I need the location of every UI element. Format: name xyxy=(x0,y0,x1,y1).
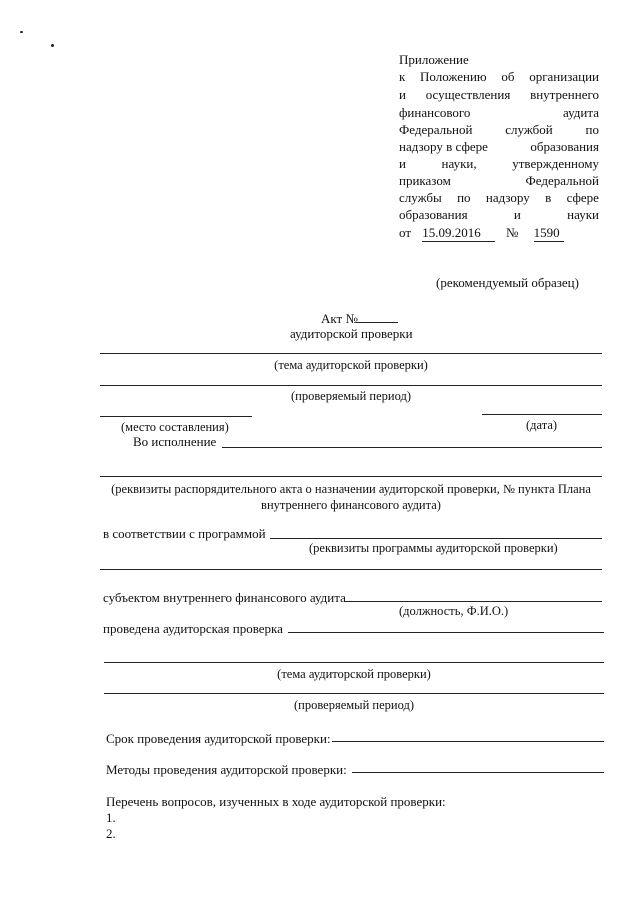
appendix-line: и осуществления внутреннего xyxy=(399,87,599,102)
program-caption: (реквизиты программы аудиторской проверки) xyxy=(309,541,558,555)
topic-field-1[interactable] xyxy=(100,353,602,354)
execution-field-2[interactable] xyxy=(100,476,602,477)
question-item: 1. xyxy=(106,810,116,825)
program-field[interactable] xyxy=(270,538,602,539)
period-caption-1: (проверяемый период) xyxy=(291,389,411,403)
scan-mark xyxy=(20,31,23,33)
question-item: 2. xyxy=(106,826,116,841)
sample-note: (рекомендуемый образец) xyxy=(436,275,579,290)
appendix-line: к Положению об организации xyxy=(399,69,599,84)
period-field-2[interactable] xyxy=(104,693,604,694)
execution-field[interactable] xyxy=(222,447,602,448)
appendix-number: 1590 xyxy=(534,225,564,242)
methods-label: Методы проведения аудиторской проверки: xyxy=(106,762,347,777)
subject-label: субъектом внутреннего финансового аудита xyxy=(103,590,346,605)
questions-label: Перечень вопросов, изученных в ходе аудиторской проверки: xyxy=(106,794,446,809)
conducted-label: проведена аудиторская проверка xyxy=(103,621,283,636)
appendix-line: образования и науки xyxy=(399,207,599,222)
appendix-line: приказом Федеральной xyxy=(399,173,599,188)
date-caption: (дата) xyxy=(526,418,558,432)
number-sign: № xyxy=(506,225,519,240)
subject-field[interactable] xyxy=(345,601,602,602)
appendix-title: Приложение xyxy=(399,52,469,67)
term-label: Срок проведения аудиторской проверки: xyxy=(106,731,331,746)
appendix-date-line: от 15.09.2016 № 1590 xyxy=(399,225,564,242)
topic-caption-2: (тема аудиторской проверки) xyxy=(277,667,431,681)
topic-caption-1: (тема аудиторской проверки) xyxy=(274,358,428,372)
position-caption: (должность, Ф.И.О.) xyxy=(399,604,509,618)
period-caption-2: (проверяемый период) xyxy=(294,698,414,712)
program-field-2[interactable] xyxy=(100,569,602,570)
topic-field-2[interactable] xyxy=(104,662,604,663)
conducted-field[interactable] xyxy=(288,632,604,633)
appendix-line: финансового аудита xyxy=(399,105,599,120)
act-number-label: Акт № xyxy=(321,311,358,326)
act-number-field[interactable] xyxy=(356,322,398,323)
appendix-line: службы по надзору в сфере xyxy=(399,190,599,205)
period-field-1[interactable] xyxy=(100,385,602,386)
act-subtitle: аудиторской проверки xyxy=(290,326,413,341)
execution-label: Во исполнение xyxy=(133,434,217,449)
methods-field[interactable] xyxy=(352,772,604,773)
place-caption: (место составления) xyxy=(121,420,229,434)
appendix-line: и науки, утвержденному xyxy=(399,156,599,171)
program-label: в соответствии с программой xyxy=(103,526,266,541)
scan-mark xyxy=(51,44,54,47)
appendix-date: 15.09.2016 xyxy=(422,225,495,242)
date-field[interactable] xyxy=(482,414,602,415)
requisites-caption: (реквизиты распорядительного акта о назначении аудиторской проверки, № пункта Плана внутреннего финансового аудита) xyxy=(111,482,591,512)
term-field[interactable] xyxy=(332,741,604,742)
appendix-line: Федеральной службой по xyxy=(399,122,599,137)
appendix-line: надзору в сфере образования xyxy=(399,139,599,154)
place-field[interactable] xyxy=(100,416,252,417)
